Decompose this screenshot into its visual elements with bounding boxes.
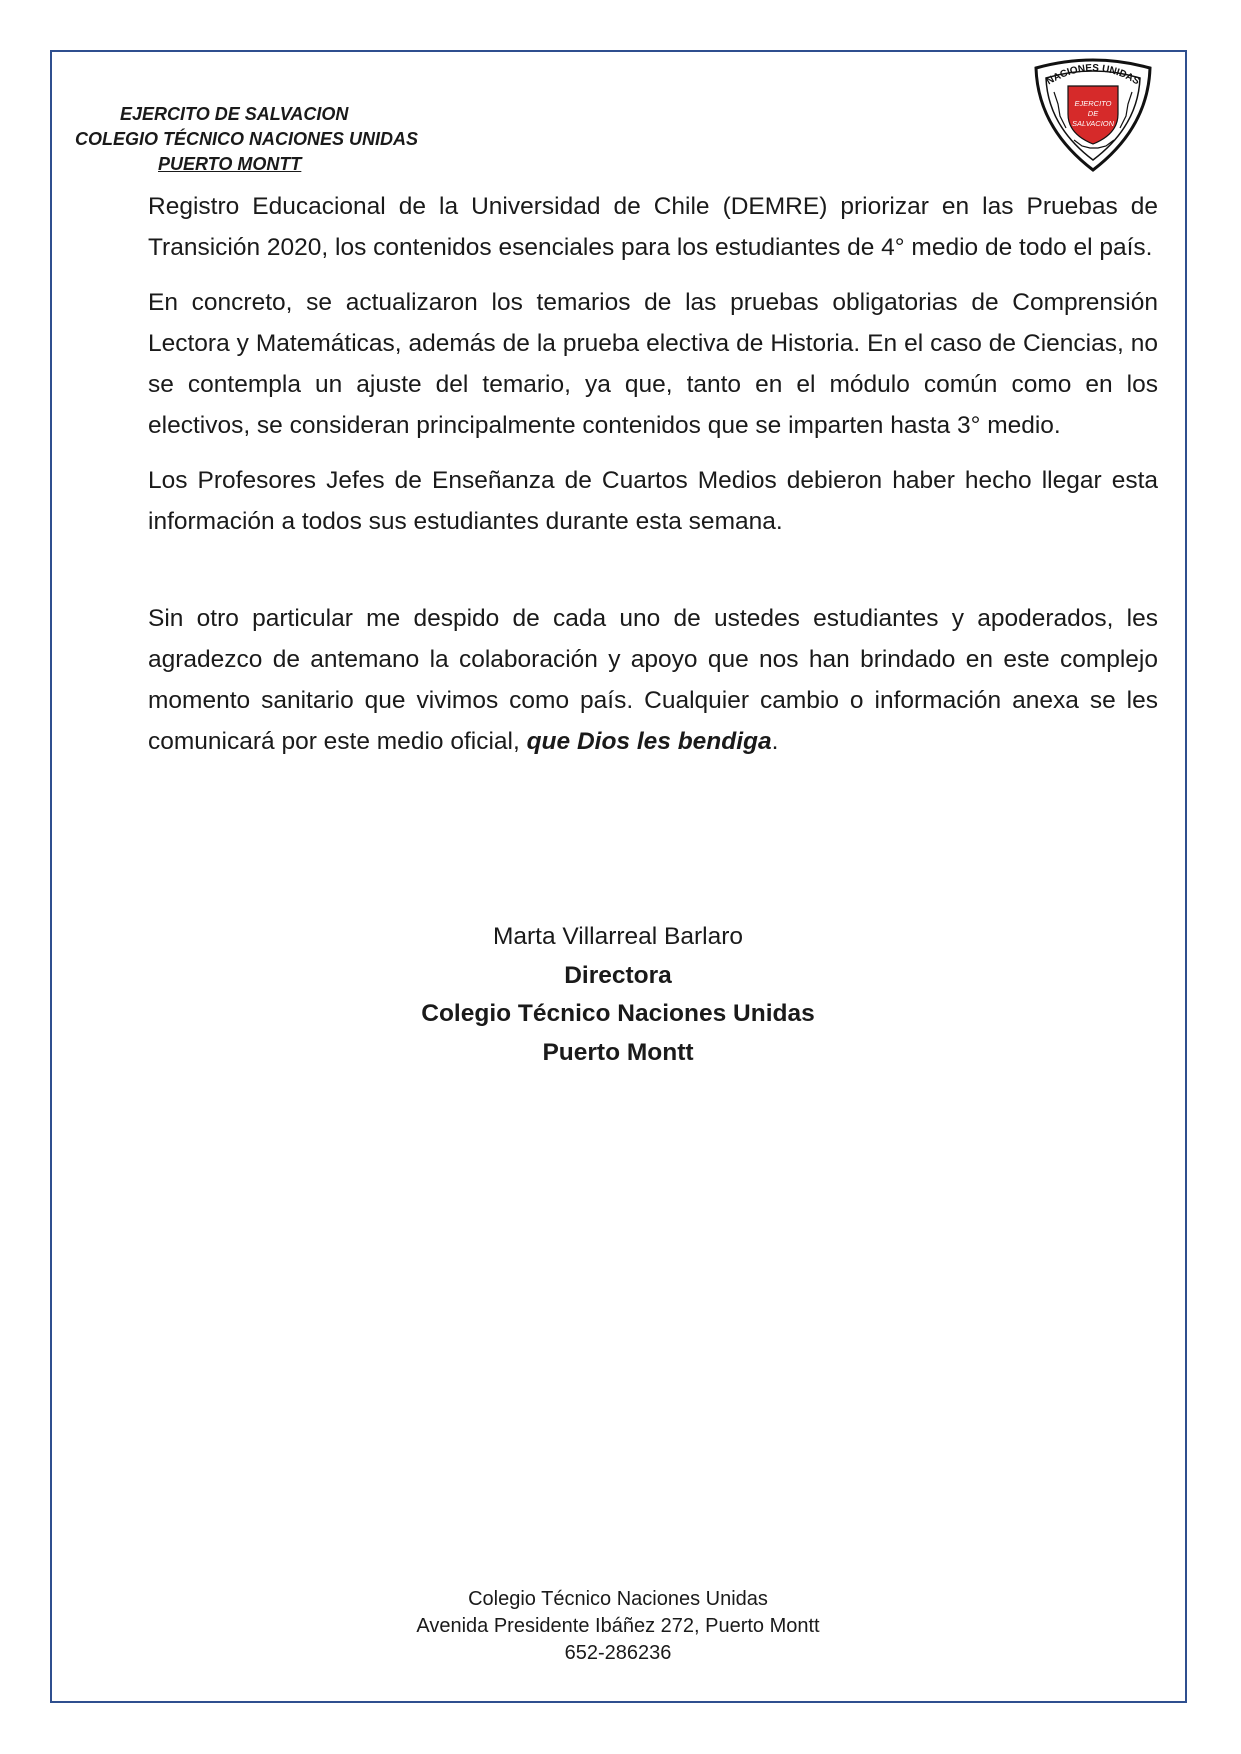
footer-address: Avenida Presidente Ibáñez 272, Puerto Montt <box>416 1615 820 1637</box>
closing-period: . <box>771 728 779 755</box>
letterhead-organization: EJERCITO DE SALVACION <box>120 104 349 124</box>
paragraph-profesores: Los Profesores Jefes de Enseñanza de Cuartos Medios debieron haber hecho llegar esta información a todos sus estudiantes durante esta semana. <box>148 467 1158 535</box>
letter-body <box>148 186 1158 776</box>
paragraph-closing <box>148 598 1158 762</box>
crest-ring-text: NACIONES UNIDAS <box>1044 62 1142 88</box>
paragraph-temarios: En concreto, se actualizaron los temarios de las pruebas obligatorias de Comprensión Lectora y Matemáticas, además de la prueba electiva de Historia. En el caso de Ciencias, no se contempla un ajuste del temario, ya que, tanto en el módulo común como en los electivos, se consideran principalmente contenidos que se imparten hasta 3° medio. <box>148 289 1158 439</box>
crest-shield-text-3: SALVACION <box>1071 119 1115 128</box>
closing-blessing: que Dios les bendiga <box>526 728 772 755</box>
crest-shield-text-1: EJERCITO <box>1074 99 1112 108</box>
letterhead-city: PUERTO MONTT <box>158 154 302 174</box>
closing-text: Sin otro particular me despido de cada uno de ustedes estudiantes y apoderados, les agradezco de antemano la colaboración y apoyo que nos han brindado en este complejo momento sanitario que vivimos como país. Cualquier cambio o información anexa se les comunicará por este medio oficial, <box>148 605 1158 755</box>
school-crest-logo <box>1030 56 1156 174</box>
signature-city: Puerto Montt <box>542 1038 694 1066</box>
signature-name: Marta Villarreal Barlaro <box>492 923 744 950</box>
footer <box>148 1586 1088 1667</box>
signature-institution: Colegio Técnico Naciones Unidas <box>421 1000 815 1027</box>
signature-block <box>148 918 1088 1072</box>
paragraph-demre: Registro Educacional de la Universidad de Chile (DEMRE) priorizar en las Pruebas de Transición 2020, los contenidos esenciales para los estudiantes de 4° medio de todo el país. <box>148 193 1158 261</box>
footer-institution: Colegio Técnico Naciones Unidas <box>468 1588 768 1610</box>
letterhead-school: COLEGIO TÉCNICO NACIONES UNIDAS <box>75 129 419 149</box>
footer-phone: 652-286236 <box>564 1642 672 1664</box>
crest-shield-text-2: DE <box>1087 109 1099 118</box>
letterhead <box>60 102 480 177</box>
signature-role: Directora <box>564 961 672 989</box>
